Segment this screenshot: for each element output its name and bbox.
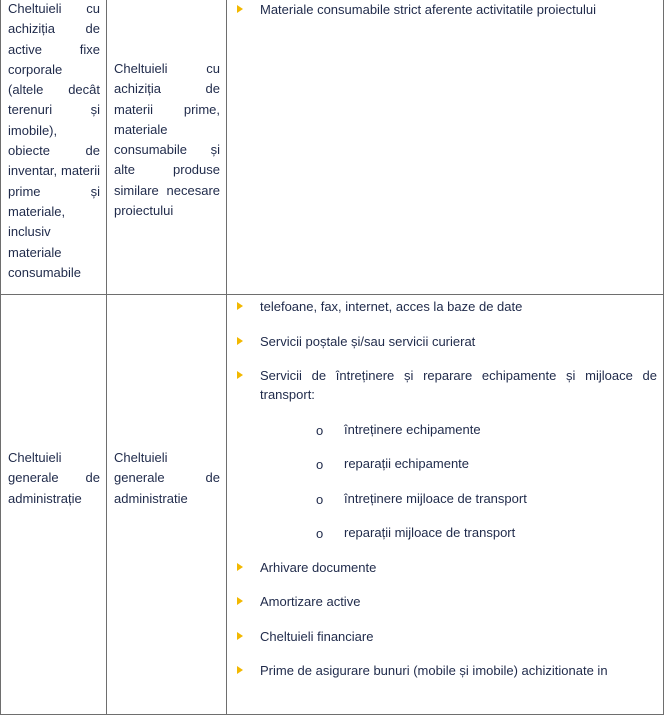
circle-bullet-icon: o — [316, 491, 324, 507]
arrow-bullet-icon — [237, 632, 243, 640]
list-item: Arhivare documente — [227, 558, 663, 577]
category-text: Cheltuieli generale de administrație — [8, 450, 100, 506]
list-item: Cheltuieli financiare — [227, 627, 663, 646]
sub-list-item: o întreținere mijloace de transport — [316, 490, 527, 507]
circle-bullet-icon: o — [316, 422, 324, 438]
sub-list-item: o întreținere echipamente — [316, 421, 481, 438]
list-item: Amortizare active — [227, 592, 663, 611]
arrow-bullet-icon — [237, 597, 243, 605]
arrow-bullet-icon — [237, 5, 243, 13]
sub-list-item: o reparații echipamente — [316, 456, 470, 472]
arrow-bullet-icon — [237, 563, 243, 571]
subcategory-text: Cheltuieli generale de administratie — [114, 450, 220, 506]
arrow-bullet-icon — [237, 666, 243, 674]
category-text: Cheltuieli cu achiziția de active fixe corporale (altele decât terenuri și imobile), obiecte de inventar, materii prime și materiale, inclusiv materiale consumabile — [8, 1, 100, 280]
list-item: telefoane, fax, internet, acces la baze de date — [227, 297, 663, 316]
subcategory-text: Cheltuieli cu achiziția de materii prime, materiale consumabile și alte produse similare necesare proiectului — [114, 61, 220, 219]
subcategory-cell — [107, 0, 227, 295]
category-cell — [1, 0, 107, 295]
table-row — [1, 295, 664, 715]
circle-bullet-icon: o — [316, 526, 324, 541]
list-item: Servicii de întreținere și reparare echipamente și mijloace de transport: o întreținere echipamente o reparații echipamente o întreținere mijloace de transport o reparații mijloace de transport — [227, 366, 663, 542]
arrow-bullet-icon — [237, 337, 243, 345]
table-row — [1, 0, 664, 295]
items-cell — [227, 0, 664, 295]
sub-list-item: o reparații mijloace de transport — [316, 525, 516, 541]
category-cell — [1, 295, 107, 715]
list-item: Servicii poștale și/sau servicii curierat — [227, 332, 663, 351]
arrow-bullet-icon — [237, 371, 243, 379]
circle-bullet-icon: o — [316, 457, 324, 472]
list-item: Prime de asigurare bunuri (mobile și imobile) achizitionate in — [227, 661, 663, 680]
list-item: Materiale consumabile strict aferente activitatile proiectului — [227, 0, 663, 19]
items-cell — [227, 295, 664, 715]
arrow-bullet-icon — [237, 302, 243, 310]
subcategory-cell — [107, 295, 227, 715]
